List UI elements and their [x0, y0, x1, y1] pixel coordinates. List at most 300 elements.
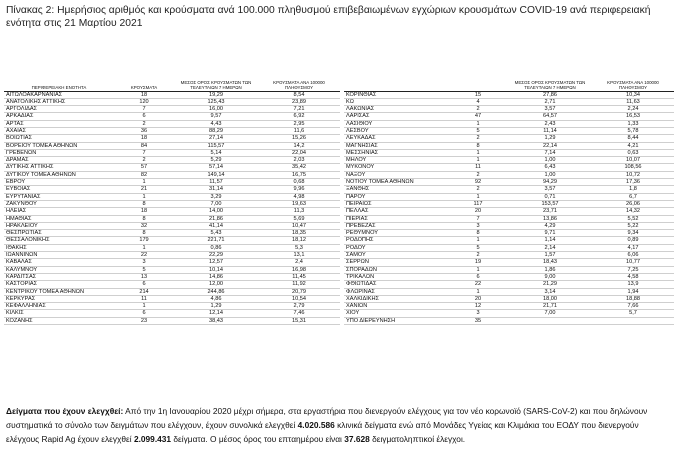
region-cell: ΚΟΖΑΝΗΣ: [4, 317, 114, 324]
region-cell: ΚΑΒΑΛΑΣ: [4, 259, 114, 266]
region-cell: ΙΩΑΝΝΙΝΩΝ: [4, 252, 114, 259]
per100k-cell: 11,92: [258, 281, 340, 288]
avg7-cell: 2,43: [508, 120, 592, 127]
region-cell: ΙΘΑΚΗΣ: [4, 244, 114, 251]
region-cell: ΧΑΝΙΩΝ: [344, 303, 448, 310]
region-cell: ΜΗΛΟΥ: [344, 157, 448, 164]
header-per100k: ΚΡΟΥΣΜΑΤΑ ΑΝΑ 100000 ΠΛΗΘΥΣΜΟΥ: [592, 65, 674, 91]
per100k-cell: 20,79: [258, 288, 340, 295]
cases-cell: 92: [448, 179, 508, 186]
per100k-cell: 14,2: [258, 142, 340, 149]
header-cases: ΚΡΟΥΣΜΑΤΑ: [114, 65, 174, 91]
per100k-cell: 5,7: [592, 310, 674, 317]
cases-cell: 8: [448, 230, 508, 237]
avg7-cell: 22,29: [174, 252, 258, 259]
per100k-cell: 1,94: [592, 288, 674, 295]
cases-cell: 1: [114, 244, 174, 251]
avg7-cell: 18,43: [508, 259, 592, 266]
cases-cell: 2: [448, 171, 508, 178]
region-cell: ΧΙΟΥ: [344, 310, 448, 317]
per100k-cell: 2,03: [258, 157, 340, 164]
region-cell: ΑΡΤΑΣ: [4, 120, 114, 127]
summary-text-1: Από την 1η Ιανουαρίου 2020 μέχρι σήμερα, στα εργαστήρια που διενεργούν ελέγχους για τον νέο κορωνοϊό (SARS-CoV-2) και που δηλώνουν συστηματικά το σύνολο των δειγμάτων που ελέγχουν, έχουν συνολικά ελεγχθεί: [6, 406, 648, 431]
region-cell: ΚΩ: [344, 98, 448, 105]
region-cell: ΕΒΡΟΥ: [4, 179, 114, 186]
avg7-cell: 21,86: [174, 215, 258, 222]
table-caption: Πίνακας 2: Ημερήσιος αριθμός και κρούσματα ανά 100.000 πληθυσμού επιβεβαιωμένων εγχώριων κρουσμάτων COVID-19 ανά περιφερειακή ενότητα στις 21 Μαρτίου 2021: [6, 5, 651, 29]
table-row: [4, 135, 340, 142]
cases-cell: 7: [448, 215, 508, 222]
cases-cell: 32: [114, 222, 174, 229]
avg7-cell: 1,29: [508, 135, 592, 142]
cases-cell: 35: [448, 317, 508, 324]
table-row: [4, 288, 340, 295]
table-row: [344, 113, 674, 120]
table-row: [344, 252, 674, 259]
avg7-cell: 16,00: [174, 106, 258, 113]
region-cell: ΚΑΣΤΟΡΙΑΣ: [4, 281, 114, 288]
header-region: [344, 65, 448, 91]
region-cell: ΣΕΡΡΩΝ: [344, 259, 448, 266]
per100k-cell: 4,58: [592, 273, 674, 280]
region-cell: ΚΑΡΔΙΤΣΑΣ: [4, 273, 114, 280]
per100k-cell: 11,63: [592, 98, 674, 105]
cases-cell: 13: [114, 273, 174, 280]
cases-cell: 22: [114, 252, 174, 259]
table-row: [4, 127, 340, 134]
table-row: [344, 266, 674, 273]
avg7-cell: 6,43: [508, 164, 592, 171]
table-row: [4, 186, 340, 193]
avg7-cell: 27,14: [174, 135, 258, 142]
region-cell: ΡΕΘΥΜΝΟΥ: [344, 230, 448, 237]
table-row: [344, 157, 674, 164]
per100k-cell: 23,89: [258, 98, 340, 105]
cases-cell: 3: [448, 222, 508, 229]
avg7-cell: 18,00: [508, 295, 592, 302]
cases-cell: 6: [114, 281, 174, 288]
region-cell: ΝΑΞΟΥ: [344, 171, 448, 178]
per100k-cell: 22,04: [258, 149, 340, 156]
avg7-cell: 153,57: [508, 200, 592, 207]
table-row: [344, 295, 674, 302]
table-row: [344, 259, 674, 266]
region-cell: ΥΠΟ ΔΙΕΡΕΥΝΗΣΗ: [344, 317, 448, 324]
avg7-cell: 125,43: [174, 98, 258, 105]
region-cell: ΚΕΝΤΡΙΚΟΥ ΤΟΜΕΑ ΑΘΗΝΩΝ: [4, 288, 114, 295]
per100k-cell: 11,3: [258, 208, 340, 215]
cases-cell: 8: [114, 200, 174, 207]
cases-cell: 1: [448, 193, 508, 200]
avg7-cell: 3,57: [508, 186, 592, 193]
table-row: [344, 149, 674, 156]
per100k-cell: 4,21: [592, 142, 674, 149]
per100k-cell: 17,36: [592, 179, 674, 186]
avg7-cell: 4,29: [508, 222, 592, 229]
table-row: [4, 237, 340, 244]
avg7-cell: 2,71: [508, 98, 592, 105]
cases-cell: 57: [114, 164, 174, 171]
per100k-cell: 6,06: [592, 252, 674, 259]
per100k-cell: 16,53: [592, 113, 674, 120]
region-cell: ΠΙΕΡΙΑΣ: [344, 215, 448, 222]
cases-cell: 82: [114, 171, 174, 178]
avg7-cell: 1,00: [508, 157, 592, 164]
per100k-cell: 9,34: [592, 230, 674, 237]
avg7-cell: 244,86: [174, 288, 258, 295]
avg7-cell: 21,29: [508, 281, 592, 288]
cases-cell: 23: [114, 317, 174, 324]
header-avg7: ΜΕΣΟΣ ΟΡΟΣ ΚΡΟΥΣΜΑΤΩΝ ΤΩΝ ΤΕΛΕΥΤΑΙΩΝ 7 ΗΜΕΡΩΝ: [508, 65, 592, 91]
table-row: [4, 142, 340, 149]
table-row: [4, 106, 340, 113]
region-cell: ΛΕΥΚΑΔΑΣ: [344, 135, 448, 142]
avg7-cell: 21,71: [508, 303, 592, 310]
table-row: [344, 164, 674, 171]
table-row: [4, 179, 340, 186]
cases-cell: 117: [448, 200, 508, 207]
region-cell: ΕΥΒΟΙΑΣ: [4, 186, 114, 193]
table-row: [344, 127, 674, 134]
region-cell: ΜΑΓΝΗΣΙΑΣ: [344, 142, 448, 149]
per100k-cell: 2,24: [592, 106, 674, 113]
per100k-cell: 8,44: [592, 135, 674, 142]
avg7-cell: 12,57: [174, 259, 258, 266]
cases-cell: 5: [114, 266, 174, 273]
table-row: [4, 259, 340, 266]
cases-cell: 84: [114, 142, 174, 149]
cases-cell: 6: [448, 273, 508, 280]
avg7-cell: 7,00: [508, 310, 592, 317]
cases-cell: 1: [448, 288, 508, 295]
table-row: [344, 273, 674, 280]
cases-cell: 120: [114, 98, 174, 105]
avg7-cell: 1,14: [508, 237, 592, 244]
per100k-cell: 10,77: [592, 259, 674, 266]
per100k-cell: 18,88: [592, 295, 674, 302]
region-cell: ΛΕΣΒΟΥ: [344, 127, 448, 134]
avg7-cell: 64,57: [508, 113, 592, 120]
region-cell: ΚΕΦΑΛΛΗΝΙΑΣ: [4, 303, 114, 310]
per100k-cell: 0,63: [592, 149, 674, 156]
region-cell: ΚΟΡΙΝΘΙΑΣ: [344, 91, 448, 98]
cases-cell: 214: [114, 288, 174, 295]
table-row: [344, 106, 674, 113]
cases-cell: 1: [448, 237, 508, 244]
table-row: [4, 98, 340, 105]
table-header-row: [344, 65, 674, 91]
region-cell: ΣΠΟΡΑΔΩΝ: [344, 266, 448, 273]
avg7-cell: 23,71: [508, 208, 592, 215]
cases-cell: 21: [114, 186, 174, 193]
cases-cell: 1: [114, 193, 174, 200]
cases-cell: 6: [114, 113, 174, 120]
region-cell: ΠΡΕΒΕΖΑΣ: [344, 222, 448, 229]
table-row: [4, 149, 340, 156]
per100k-cell: 4,98: [258, 193, 340, 200]
avg7-cell: 149,14: [174, 171, 258, 178]
avg7-cell: 14,86: [174, 273, 258, 280]
per100k-cell: 10,07: [592, 157, 674, 164]
avg7-cell: 1,86: [508, 266, 592, 273]
avg7-cell: 221,71: [174, 237, 258, 244]
per100k-cell: 9,96: [258, 186, 340, 193]
table-row: [4, 164, 340, 171]
cases-cell: 2: [448, 186, 508, 193]
per100k-cell: 5,22: [592, 222, 674, 229]
per100k-cell: 5,52: [592, 215, 674, 222]
per100k-cell: 26,06: [592, 200, 674, 207]
per100k-cell: 5,78: [592, 127, 674, 134]
cases-cell: 15: [448, 91, 508, 98]
cases-cell: 12: [448, 303, 508, 310]
table-row: [4, 157, 340, 164]
table-row: [344, 200, 674, 207]
header-cases: [448, 65, 508, 91]
table-row: [4, 295, 340, 302]
region-cell: ΑΝΑΤΟΛΙΚΗΣ ΑΤΤΙΚΗΣ: [4, 98, 114, 105]
table-row: [344, 237, 674, 244]
per100k-cell: 2,4: [258, 259, 340, 266]
region-cell: ΛΑΣΙΘΙΟΥ: [344, 120, 448, 127]
cases-cell: 36: [114, 127, 174, 134]
header-per100k: ΚΡΟΥΣΜΑΤΑ ΑΝΑ 100000 ΠΛΗΘΥΣΜΟΥ: [258, 65, 340, 91]
region-cell: ΚΑΛΥΜΝΟΥ: [4, 266, 114, 273]
header-avg7: ΜΕΣΟΣ ΟΡΟΣ ΚΡΟΥΣΜΑΤΩΝ ΤΩΝ ΤΕΛΕΥΤΑΙΩΝ 7 ΗΜΕΡΩΝ: [174, 65, 258, 91]
summary-text-2: κλινικά δείγματα ενώ από Μονάδες Υγείας και Κλιμάκια του ΕΟΔΥ που διενεργούν ελέγχους Rapid Ag έχουν ελεγχθεί: [6, 420, 639, 445]
per100k-cell: [592, 317, 674, 324]
avg7-cell: 5,43: [174, 230, 258, 237]
table-row: [4, 273, 340, 280]
region-cell: ΠΕΛΛΑΣ: [344, 208, 448, 215]
avg7-cell: 1,57: [508, 252, 592, 259]
cases-cell: 1: [448, 120, 508, 127]
cases-cell: 2: [114, 120, 174, 127]
region-cell: ΓΡΕΒΕΝΩΝ: [4, 149, 114, 156]
avg7-cell: 3,14: [508, 288, 592, 295]
region-cell: ΗΡΑΚΛΕΙΟΥ: [4, 222, 114, 229]
per100k-cell: 13,1: [258, 252, 340, 259]
avg7-cell: 7,14: [508, 149, 592, 156]
region-cell: ΖΑΚΥΝΘΟΥ: [4, 200, 114, 207]
per100k-cell: 6,92: [258, 113, 340, 120]
cases-cell: 20: [448, 208, 508, 215]
region-cell: ΒΟΙΩΤΙΑΣ: [4, 135, 114, 142]
cases-cell: 2: [448, 252, 508, 259]
per100k-cell: 18,35: [258, 230, 340, 237]
per100k-cell: 10,34: [592, 91, 674, 98]
table-row: [4, 113, 340, 120]
per100k-cell: 5,69: [258, 215, 340, 222]
region-cell: ΗΛΕΙΑΣ: [4, 208, 114, 215]
table-row: [344, 193, 674, 200]
cases-cell: 6: [114, 310, 174, 317]
region-cell: ΗΜΑΘΙΑΣ: [4, 215, 114, 222]
rapid-total: 2.099.431: [133, 434, 172, 445]
region-cell: ΛΑΡΙΣΑΣ: [344, 113, 448, 120]
cases-cell: 2: [114, 157, 174, 164]
table-row: [344, 317, 674, 324]
cases-cell: 1: [448, 157, 508, 164]
avg7-cell: 12,14: [174, 310, 258, 317]
cases-cell: 11: [114, 295, 174, 302]
table-row: [344, 91, 674, 98]
region-cell: ΔΡΑΜΑΣ: [4, 157, 114, 164]
table-row: [4, 230, 340, 237]
avg7-cell: 5,14: [174, 149, 258, 156]
summary-text-4: δειγματοληπτικοί έλεγχοι.: [369, 434, 466, 445]
avg7-cell: 88,29: [174, 127, 258, 134]
per100k-cell: 108,56: [592, 164, 674, 171]
avg7-cell: 9,71: [508, 230, 592, 237]
table-row: [4, 317, 340, 324]
cases-cell: 4: [448, 98, 508, 105]
region-cell: ΧΑΛΚΙΔΙΚΗΣ: [344, 295, 448, 302]
region-cell: ΕΥΡΥΤΑΝΙΑΣ: [4, 193, 114, 200]
region-cell: ΘΕΣΣΑΛΟΝΙΚΗΣ: [4, 237, 114, 244]
per100k-cell: 11,6: [258, 127, 340, 134]
region-cell: ΑΡΓΟΛΙΔΑΣ: [4, 106, 114, 113]
table-row: [344, 179, 674, 186]
per100k-cell: 5,3: [258, 244, 340, 251]
avg7-cell: 1,29: [174, 303, 258, 310]
per100k-cell: 0,89: [592, 237, 674, 244]
cases-cell: 19: [448, 259, 508, 266]
per100k-cell: 16,75: [258, 171, 340, 178]
region-cell: ΑΧΑΪΑΣ: [4, 127, 114, 134]
table-row: [344, 171, 674, 178]
avg7-cell: 115,57: [174, 142, 258, 149]
table-row: [4, 193, 340, 200]
table-row: [344, 98, 674, 105]
cases-cell: 8: [114, 215, 174, 222]
region-cell: ΑΡΚΑΔΙΑΣ: [4, 113, 114, 120]
cases-cell: 8: [114, 230, 174, 237]
cases-cell: 20: [448, 295, 508, 302]
per100k-cell: 15,31: [258, 317, 340, 324]
table-row: [344, 120, 674, 127]
per100k-cell: 7,46: [258, 310, 340, 317]
per100k-cell: 14,32: [592, 208, 674, 215]
header-region: ΠΕΡΙΦΕΡΕΙΑΚΗ ΕΝΟΤΗΤΑ: [4, 65, 114, 91]
avg7-cell: 4,43: [174, 120, 258, 127]
region-cell: ΚΕΡΚΥΡΑΣ: [4, 295, 114, 302]
avg7-cell: [508, 317, 592, 324]
per100k-cell: 18,12: [258, 237, 340, 244]
cases-cell: 5: [448, 244, 508, 251]
table-row: [344, 244, 674, 251]
avg7-cell: 7,00: [174, 200, 258, 207]
table-row: [344, 186, 674, 193]
avg7-cell: 31,14: [174, 186, 258, 193]
per100k-cell: 10,47: [258, 222, 340, 229]
cases-cell: 179: [114, 237, 174, 244]
avg7-cell: 3,29: [174, 193, 258, 200]
region-cell: ΑΙΤΩΛΟΑΚΑΡΝΑΝΙΑΣ: [4, 91, 114, 98]
per100k-cell: 0,68: [258, 179, 340, 186]
table-row: [4, 281, 340, 288]
region-cell: ΒΟΡΕΙΟΥ ΤΟΜΕΑ ΑΘΗΝΩΝ: [4, 142, 114, 149]
cases-cell: 1: [448, 149, 508, 156]
avg7-cell: 4,86: [174, 295, 258, 302]
table-row: [344, 303, 674, 310]
table-row: [344, 288, 674, 295]
cases-cell: 7: [114, 149, 174, 156]
region-cell: ΡΟΔΟΥ: [344, 244, 448, 251]
avg7-cell: 41,14: [174, 222, 258, 229]
table-row: [4, 208, 340, 215]
avg7-cell: 0,86: [174, 244, 258, 251]
region-cell: ΦΛΩΡΙΝΑΣ: [344, 288, 448, 295]
table-row: [344, 222, 674, 229]
table-row: [4, 200, 340, 207]
region-cell: ΔΥΤΙΚΗΣ ΑΤΤΙΚΗΣ: [4, 164, 114, 171]
per100k-cell: 2,95: [258, 120, 340, 127]
weekly-average: 37.628: [344, 434, 370, 445]
avg7-cell: 22,14: [508, 142, 592, 149]
avg7-cell: 1,00: [508, 171, 592, 178]
avg7-cell: 10,14: [174, 266, 258, 273]
table-row: [344, 142, 674, 149]
avg7-cell: 3,57: [508, 106, 592, 113]
region-cell: ΤΡΙΚΑΛΩΝ: [344, 273, 448, 280]
cases-cell: 3: [114, 259, 174, 266]
region-cell: ΜΥΚΟΝΟΥ: [344, 164, 448, 171]
table-row: [4, 310, 340, 317]
per100k-cell: 1,33: [592, 120, 674, 127]
cases-cell: 1: [114, 179, 174, 186]
avg7-cell: 2,14: [508, 244, 592, 251]
cases-cell: 18: [114, 135, 174, 142]
table-row: [344, 215, 674, 222]
per100k-cell: 10,54: [258, 295, 340, 302]
table-row: [4, 120, 340, 127]
samples-tested-paragraph: [6, 404, 672, 447]
summary-text-3: δείγματα. Ο μέσος όρος του επταημέρου είναι: [171, 434, 345, 445]
table-row: [4, 244, 340, 251]
avg7-cell: 12,00: [174, 281, 258, 288]
per100k-cell: 11,45: [258, 273, 340, 280]
avg7-cell: 19,29: [174, 91, 258, 98]
cases-cell: 3: [448, 310, 508, 317]
avg7-cell: 94,29: [508, 179, 592, 186]
avg7-cell: 13,86: [508, 215, 592, 222]
per100k-cell: 15,26: [258, 135, 340, 142]
cases-cell: 47: [448, 113, 508, 120]
region-cell: ΠΕΙΡΑΙΩΣ: [344, 200, 448, 207]
per100k-cell: 7,66: [592, 303, 674, 310]
per100k-cell: 16,98: [258, 266, 340, 273]
avg7-cell: 9,57: [174, 113, 258, 120]
cases-cell: 11: [448, 164, 508, 171]
avg7-cell: 27,86: [508, 91, 592, 98]
per100k-cell: 19,63: [258, 200, 340, 207]
per100k-cell: 35,42: [258, 164, 340, 171]
region-cell: ΘΕΣΠΡΩΤΙΑΣ: [4, 230, 114, 237]
regions-table-left: [4, 65, 340, 325]
table-row: [344, 281, 674, 288]
table-row: [4, 303, 340, 310]
region-cell: ΜΕΣΣΗΝΙΑΣ: [344, 149, 448, 156]
cases-cell: 1: [114, 303, 174, 310]
avg7-cell: 5,29: [174, 157, 258, 164]
per100k-cell: 2,79: [258, 303, 340, 310]
per100k-cell: 8,54: [258, 91, 340, 98]
region-cell: ΦΘΙΩΤΙΔΑΣ: [344, 281, 448, 288]
table-row: [344, 135, 674, 142]
region-cell: ΔΥΤΙΚΟΥ ΤΟΜΕΑ ΑΘΗΝΩΝ: [4, 171, 114, 178]
table-row: [344, 310, 674, 317]
